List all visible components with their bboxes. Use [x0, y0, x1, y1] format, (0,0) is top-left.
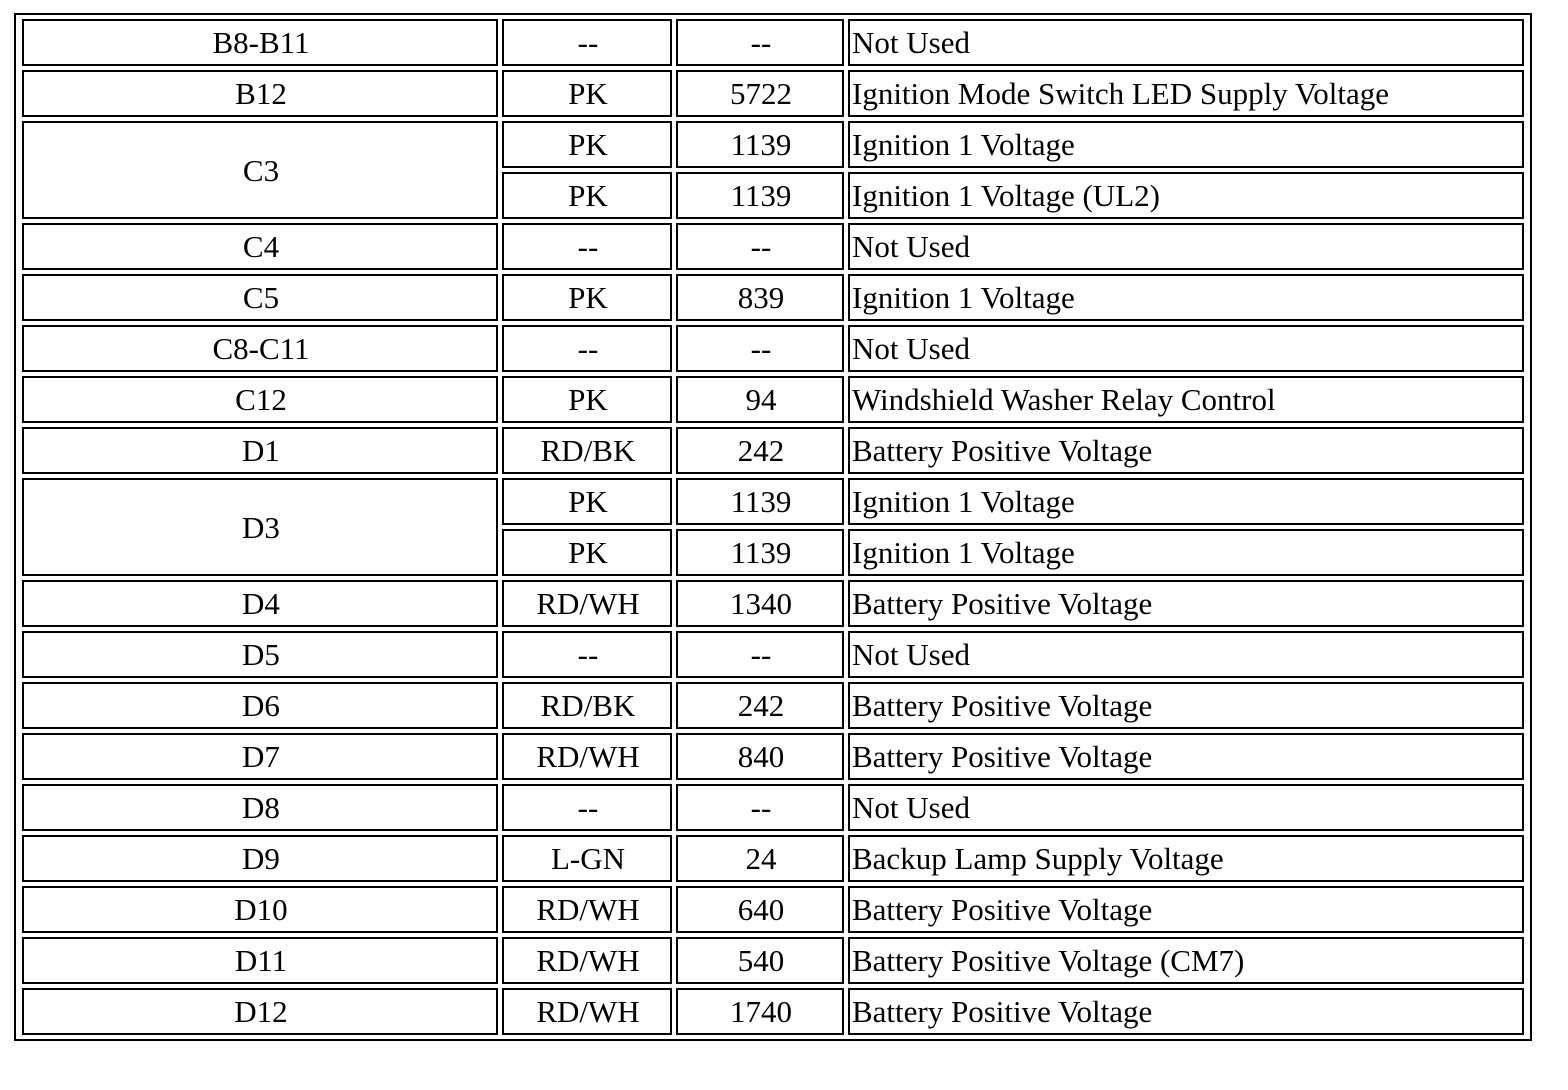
function-cell: Ignition 1 Voltage — [848, 529, 1524, 576]
pin-cell: D9 — [22, 835, 498, 882]
pin-cell: D7 — [22, 733, 498, 780]
function-cell: Not Used — [848, 784, 1524, 831]
pin-cell: D4 — [22, 580, 498, 627]
function-cell: Ignition 1 Voltage — [848, 121, 1524, 168]
table-row — [22, 274, 1524, 321]
wire-color-cell: PK — [502, 478, 672, 525]
connector-pinout-table-frame — [14, 13, 1532, 1041]
pin-cell: D11 — [22, 937, 498, 984]
table-row — [22, 631, 1524, 678]
circuit-number-cell: 1139 — [676, 121, 844, 168]
circuit-number-cell: -- — [676, 784, 844, 831]
table-row — [22, 70, 1524, 117]
pin-cell: D8 — [22, 784, 498, 831]
circuit-number-cell: 1139 — [676, 529, 844, 576]
wire-color-cell: -- — [502, 223, 672, 270]
table-row — [22, 682, 1524, 729]
circuit-number-cell: 839 — [676, 274, 844, 321]
table-body — [22, 19, 1524, 1035]
connector-pinout-table — [18, 15, 1528, 1039]
table-row — [22, 784, 1524, 831]
function-cell: Battery Positive Voltage — [848, 733, 1524, 780]
circuit-number-cell: -- — [676, 19, 844, 66]
circuit-number-cell: -- — [676, 631, 844, 678]
table-row — [22, 121, 1524, 168]
wire-color-cell: PK — [502, 274, 672, 321]
circuit-number-cell: 94 — [676, 376, 844, 423]
function-cell: Ignition Mode Switch LED Supply Voltage — [848, 70, 1524, 117]
wire-color-cell: -- — [502, 784, 672, 831]
pin-cell: D6 — [22, 682, 498, 729]
table-row — [22, 478, 1524, 525]
pin-cell: D5 — [22, 631, 498, 678]
wire-color-cell: -- — [502, 19, 672, 66]
wire-color-cell: PK — [502, 70, 672, 117]
wire-color-cell: L-GN — [502, 835, 672, 882]
function-cell: Not Used — [848, 19, 1524, 66]
table-row — [22, 223, 1524, 270]
wire-color-cell: RD/WH — [502, 733, 672, 780]
pin-cell: C8-C11 — [22, 325, 498, 372]
function-cell: Battery Positive Voltage — [848, 988, 1524, 1035]
table-row — [22, 325, 1524, 372]
pin-cell: D3 — [22, 478, 498, 576]
circuit-number-cell: -- — [676, 325, 844, 372]
pin-cell: B12 — [22, 70, 498, 117]
function-cell: Ignition 1 Voltage (UL2) — [848, 172, 1524, 219]
table-row — [22, 733, 1524, 780]
pin-cell: C4 — [22, 223, 498, 270]
circuit-number-cell: 5722 — [676, 70, 844, 117]
wire-color-cell: RD/WH — [502, 988, 672, 1035]
table-row — [22, 376, 1524, 423]
circuit-number-cell: -- — [676, 223, 844, 270]
table-row — [22, 937, 1524, 984]
pin-cell: B8-B11 — [22, 19, 498, 66]
circuit-number-cell: 540 — [676, 937, 844, 984]
function-cell: Backup Lamp Supply Voltage — [848, 835, 1524, 882]
wire-color-cell: RD/WH — [502, 886, 672, 933]
wire-color-cell: PK — [502, 172, 672, 219]
circuit-number-cell: 242 — [676, 682, 844, 729]
function-cell: Not Used — [848, 631, 1524, 678]
function-cell: Battery Positive Voltage — [848, 886, 1524, 933]
function-cell: Battery Positive Voltage — [848, 427, 1524, 474]
pin-cell: D1 — [22, 427, 498, 474]
wire-color-cell: -- — [502, 631, 672, 678]
function-cell: Not Used — [848, 223, 1524, 270]
wire-color-cell: PK — [502, 529, 672, 576]
pin-cell: D12 — [22, 988, 498, 1035]
wire-color-cell: PK — [502, 121, 672, 168]
function-cell: Ignition 1 Voltage — [848, 478, 1524, 525]
circuit-number-cell: 24 — [676, 835, 844, 882]
pin-cell: D10 — [22, 886, 498, 933]
function-cell: Battery Positive Voltage — [848, 580, 1524, 627]
circuit-number-cell: 640 — [676, 886, 844, 933]
circuit-number-cell: 1139 — [676, 172, 844, 219]
function-cell: Windshield Washer Relay Control — [848, 376, 1524, 423]
circuit-number-cell: 840 — [676, 733, 844, 780]
table-row — [22, 580, 1524, 627]
pin-cell: C3 — [22, 121, 498, 219]
wire-color-cell: -- — [502, 325, 672, 372]
table-row — [22, 886, 1524, 933]
table-row — [22, 19, 1524, 66]
circuit-number-cell: 242 — [676, 427, 844, 474]
wire-color-cell: RD/WH — [502, 580, 672, 627]
circuit-number-cell: 1740 — [676, 988, 844, 1035]
wire-color-cell: RD/BK — [502, 682, 672, 729]
table-row — [22, 988, 1524, 1035]
table-row — [22, 835, 1524, 882]
table-row — [22, 427, 1524, 474]
function-cell: Not Used — [848, 325, 1524, 372]
function-cell: Ignition 1 Voltage — [848, 274, 1524, 321]
wire-color-cell: RD/BK — [502, 427, 672, 474]
function-cell: Battery Positive Voltage — [848, 682, 1524, 729]
pin-cell: C5 — [22, 274, 498, 321]
wire-color-cell: PK — [502, 376, 672, 423]
wire-color-cell: RD/WH — [502, 937, 672, 984]
circuit-number-cell: 1340 — [676, 580, 844, 627]
circuit-number-cell: 1139 — [676, 478, 844, 525]
function-cell: Battery Positive Voltage (CM7) — [848, 937, 1524, 984]
pin-cell: C12 — [22, 376, 498, 423]
